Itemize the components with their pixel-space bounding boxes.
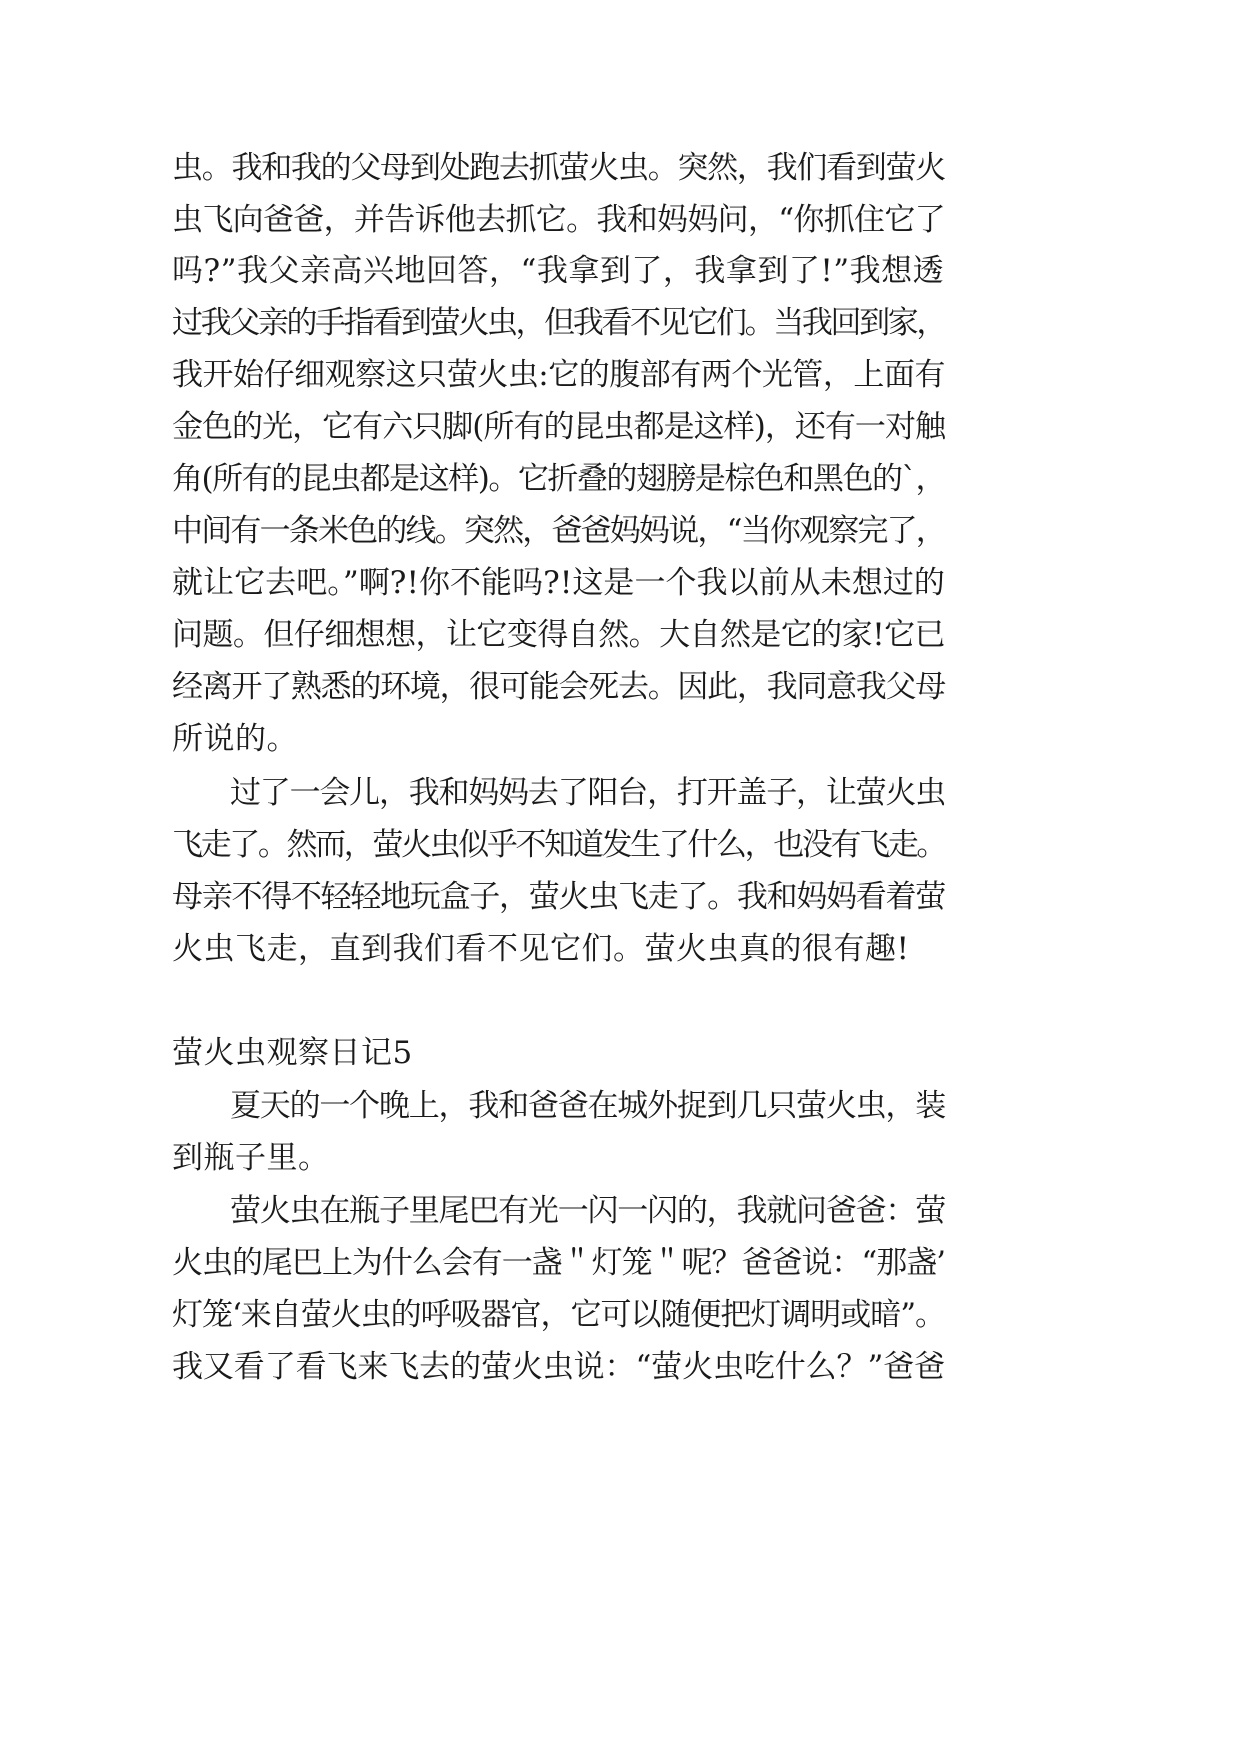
paragraph-line: 虫。我和我的父母到处跑去抓萤火虫。突然，我们看到萤火 <box>172 150 945 186</box>
paragraph-line: 母亲不得不轻轻地玩盒子，萤火虫飞走了。我和妈妈看着萤 <box>172 879 945 915</box>
paragraph-line: 中间有一条米色的线。突然，爸爸妈妈说，“当你观察完了， <box>172 513 945 549</box>
paragraph-line: 萤火虫在瓶子里尾巴有光一闪一闪的，我就问爸爸：萤 <box>230 1193 945 1229</box>
paragraph-line: 所说的。 <box>172 721 298 757</box>
paragraph-line: 飞走了。然而，萤火虫似乎不知道发生了什么，也没有飞走。 <box>172 827 945 863</box>
paragraph-line: 角(所有的昆虫都是这样)。它折叠的翅膀是棕色和黑色的`， <box>172 461 945 497</box>
paragraph-line: 问题。但仔细想想，让它变得自然。大自然是它的家!它已 <box>172 617 945 653</box>
paragraph-line: 经离开了熟悉的环境，很可能会死去。因此，我同意我父母 <box>172 669 945 705</box>
paragraph-line: 吗?”我父亲高兴地回答，“我拿到了，我拿到了!”我想透 <box>172 253 945 289</box>
paragraph-line: 灯笼‘来自萤火虫的呼吸器官，它可以随便把灯调明或暗”。 <box>172 1297 945 1333</box>
paragraph-line: 夏天的一个晚上，我和爸爸在城外捉到几只萤火虫，装 <box>230 1088 945 1124</box>
paragraph-line: 火虫飞走，直到我们看不见它们。萤火虫真的很有趣! <box>172 931 910 967</box>
paragraph-line: 我开始仔细观察这只萤火虫:它的腹部有两个光管，上面有 <box>172 357 945 393</box>
section-title: 萤火虫观察日记5 <box>172 1035 413 1071</box>
paragraph-line: 火虫的尾巴上为什么会有一盏＂灯笼＂呢？爸爸说：“那盏’ <box>172 1245 945 1281</box>
paragraph-line: 金色的光，它有六只脚(所有的昆虫都是这样)，还有一对触 <box>172 409 945 445</box>
paragraph-line: 我又看了看飞来飞去的萤火虫说：“萤火虫吃什么？”爸爸 <box>172 1349 945 1385</box>
paragraph-line: 就让它去吧。”啊?!你不能吗?!这是一个我以前从未想过的 <box>172 565 945 601</box>
paragraph-line: 过了一会儿，我和妈妈去了阳台，打开盖子，让萤火虫 <box>230 775 945 811</box>
paragraph-line: 到瓶子里。 <box>172 1140 330 1176</box>
paragraph-line: 虫飞向爸爸，并告诉他去抓它。我和妈妈问，“你抓住它了 <box>172 202 945 238</box>
paragraph-line: 过我父亲的手指看到萤火虫，但我看不见它们。当我回到家， <box>172 305 945 341</box>
